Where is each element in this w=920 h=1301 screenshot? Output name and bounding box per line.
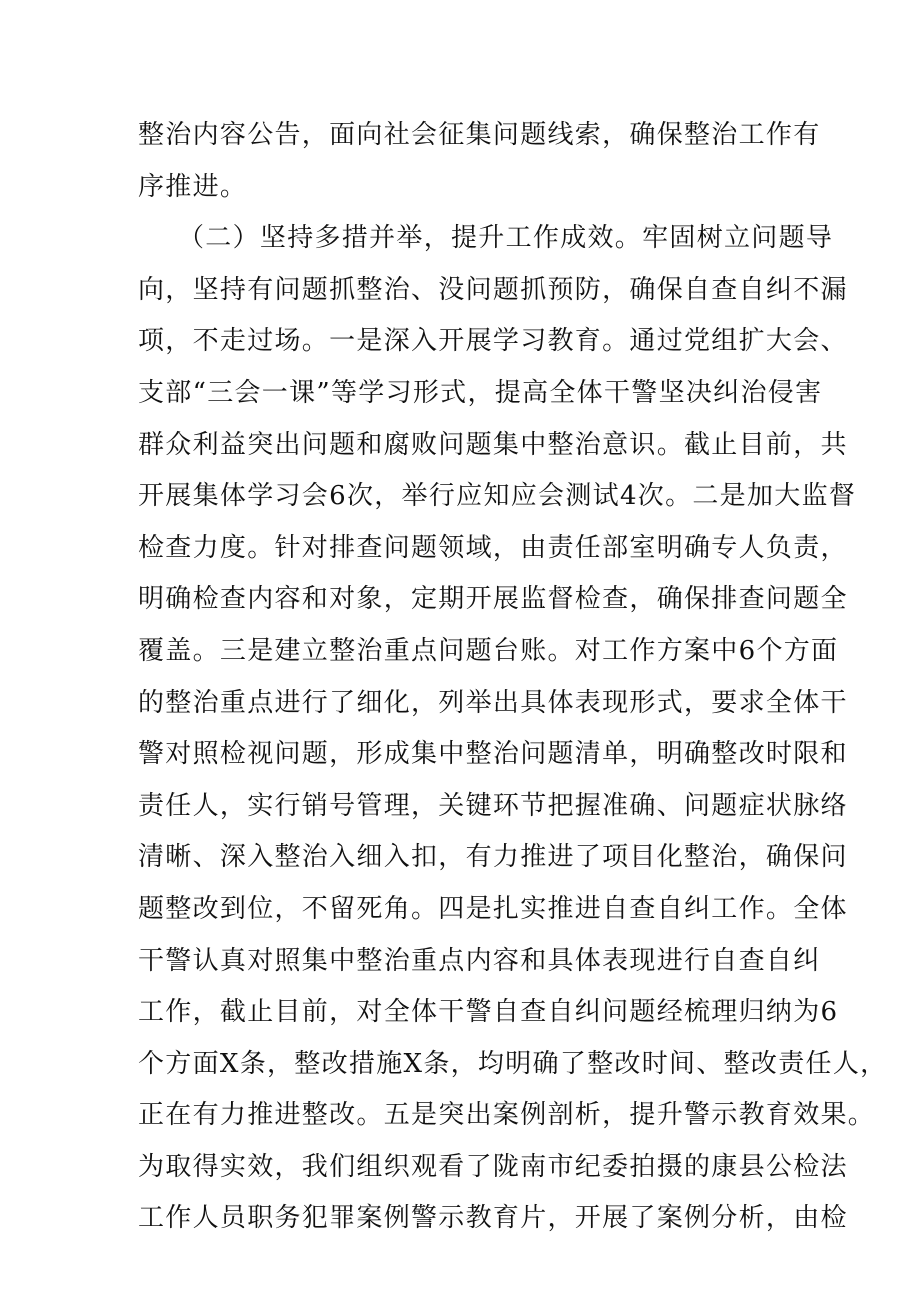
text-line: 清晰、深入整治入细入扣，有力推进了项目化整治，确保问 — [138, 842, 848, 873]
text-line: 向，坚持有问题抓整治、没问题抓预防，确保自查自纠不漏 — [138, 274, 848, 305]
text-line: 个方面X条，整改措施X条，均明确了整改时间、整改责任人， — [138, 1048, 888, 1079]
text-line: 检查力度。针对排查问题领域，由责任部室明确专人负责， — [138, 532, 848, 563]
text-line: 正在有力推进整改。五是突出案例剖析，提升警示教育效果。 — [138, 1100, 876, 1131]
body-text — [138, 110, 888, 1245]
text-line: 整治内容公告，面向社会征集问题线索，确保整治工作有 — [138, 120, 821, 150]
text-line: 项，不走过场。一是深入开展学习教育。通过党组扩大会、 — [138, 326, 848, 357]
text-line: 序推进。 — [138, 171, 248, 202]
text-line: 的整治重点进行了细化，列举出具体表现形式，要求全体干 — [138, 687, 848, 718]
text-line: 为取得实效，我们组织观看了陇南市纪委拍摄的康县公检法 — [138, 1151, 848, 1182]
text-line: 工作人员职务犯罪案例警示教育片，开展了案例分析，由检 — [138, 1203, 848, 1234]
text-line: 题整改到位，不留死角。四是扎实推进自查自纠工作。全体 — [138, 893, 848, 924]
text-line: 明确检查内容和对象，定期开展监督检查，确保排查问题全 — [138, 584, 848, 615]
text-line: 支部“三会一课”等学习形式，提高全体干警坚决纠治侵害 — [138, 377, 823, 408]
section-heading-line: （二）坚持多措并举，提升工作成效。牢固树立问题导 — [178, 223, 834, 254]
text-line: 工作，截止目前，对全体干警自查自纠问题经梳理归纳为6 — [138, 997, 839, 1028]
text-line: 覆盖。三是建立整治重点问题台账。对工作方案中6个方面 — [138, 635, 839, 666]
text-line: 警对照检视问题，形成集中整治问题清单，明确整改时限和 — [138, 739, 848, 770]
text-line: 干警认真对照集中整治重点内容和具体表现进行自查自纠 — [138, 945, 821, 976]
text-line: 群众利益突出问题和腐败问题集中整治意识。截止目前，共 — [138, 429, 848, 460]
text-line: 责任人，实行销号管理，关键环节把握准确、问题症状脉络 — [138, 790, 848, 821]
text-line: 开展集体学习会6次，举行应知应会测试4次。二是加大监督 — [138, 481, 857, 512]
